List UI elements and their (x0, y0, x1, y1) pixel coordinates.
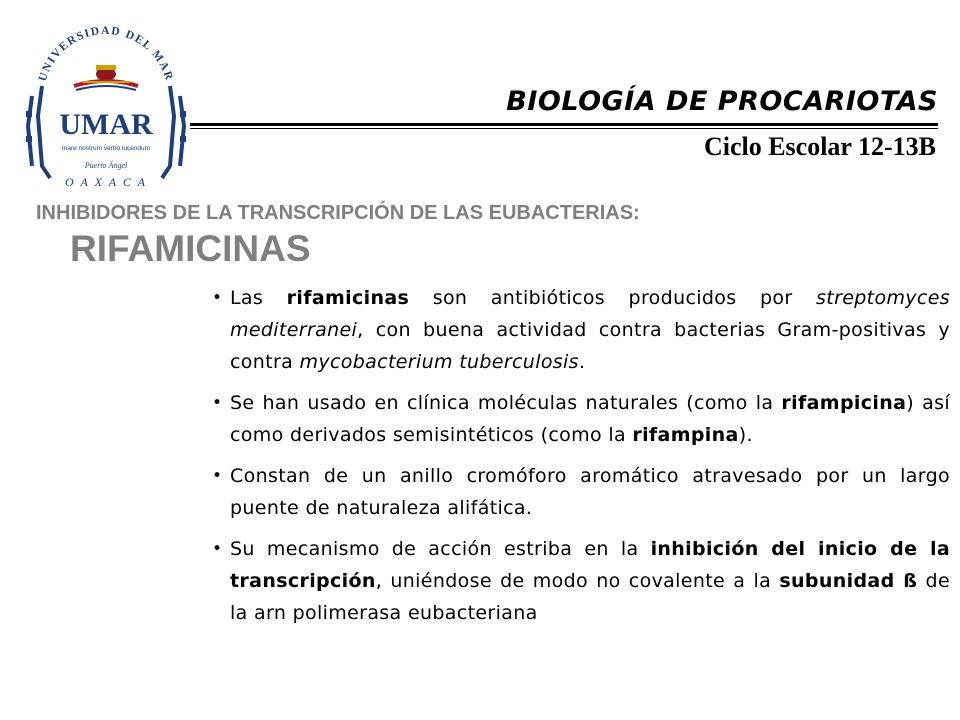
section-subtitle: INHIBIDORES DE LA TRANSCRIPCIÓN DE LAS EUBACTERIAS: (36, 202, 640, 224)
bold-term: subunidad ß (779, 570, 918, 592)
logo-arc-text: UNIVERSIDAD DEL MAR (36, 25, 176, 83)
logo-right-border (162, 86, 184, 178)
logo-left-border (28, 86, 50, 178)
logo-motto: mare nostrum verbo lucendum (61, 145, 151, 152)
bullet-text: son antibióticos producidos por (409, 287, 817, 309)
bullet-text: Su mecanismo de acción estriba en la (230, 538, 651, 560)
bullet-text: Se han usado en clínica moléculas naturales (como la (230, 392, 782, 414)
italic-term: streptomyces mediterranei (230, 287, 950, 341)
logo-initials: UMAR (59, 108, 153, 141)
logo-state: O A X A C A (65, 175, 147, 189)
bold-term: rifamicinas (286, 287, 410, 309)
bullet-text: ) así como derivados semisintéticos (como la (230, 392, 950, 446)
bold-term: rifampicina (781, 392, 907, 414)
italic-term: mycobacterium tuberculosis (299, 351, 579, 373)
bullet-text: Las (230, 287, 287, 309)
bullet-text: de la arn polimerasa eubacteriana (230, 570, 950, 624)
bullet-text: , uniéndose de modo no covalente a la (375, 570, 780, 592)
header-rule (190, 123, 938, 126)
bullet-list (212, 282, 950, 638)
course-title: BIOLOGÍA DE PROCARIOTAS (506, 86, 938, 117)
bold-term: rifampina (632, 424, 739, 446)
logo-place: Puerto Ángel (84, 161, 128, 170)
bullet-item (212, 387, 950, 451)
bold-term: inhibición del inicio de la transcripción (230, 538, 951, 592)
bullet-item (212, 282, 950, 378)
bullet-text: Constan de un anillo cromóforo aromático atravesado por un largo puente de naturaleza alifática. (230, 465, 950, 519)
bullet-text: , con buena actividad contra bacterias Gram-positivas y contra (230, 319, 950, 373)
logo-emblem (74, 65, 138, 90)
university-logo (22, 16, 190, 194)
bullet-text: ). (738, 424, 753, 446)
bullet-text: . (578, 351, 586, 373)
header-rule-thin (190, 128, 938, 129)
bullet-item (212, 533, 950, 629)
section-heading: RIFAMICINAS (70, 228, 311, 269)
school-cycle: Ciclo Escolar 12-13B (703, 132, 936, 161)
bullet-item (212, 460, 950, 524)
